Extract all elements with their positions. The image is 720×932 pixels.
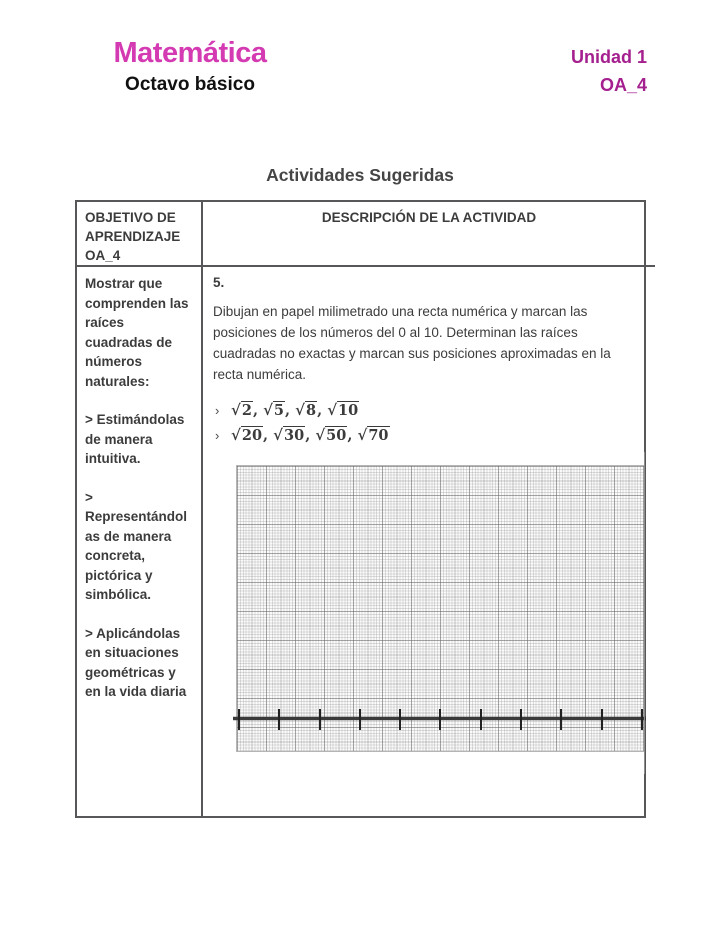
sqrt-term: [231, 427, 273, 444]
sqrt-term: [263, 402, 295, 419]
number-line-tick: [601, 709, 603, 730]
number-line-tick: [560, 709, 562, 730]
subject-title: Matemática: [113, 37, 267, 69]
radicand: 5: [273, 402, 285, 419]
objective-bullet-2: > Representándolas de manera concreta, pictórica y simbólica.: [85, 489, 188, 602]
objective-cell: [77, 267, 203, 816]
col-header-objective: OBJETIVO DE APRENDIZAJE OA_4: [77, 202, 203, 267]
radicand: 30: [284, 427, 305, 444]
header-left: [92, 38, 288, 96]
roots-list-row1: [213, 400, 645, 421]
radicand: 70: [368, 427, 389, 444]
sqrt-icon: √: [295, 401, 305, 419]
sqrt-icon: √: [327, 401, 338, 419]
sqrt-term: [295, 402, 327, 419]
radicand: 50: [326, 427, 347, 444]
radicand: 8: [305, 402, 317, 419]
number-line-tick: [278, 709, 280, 730]
chevron-bullet-icon: ›: [215, 428, 220, 443]
page-title: Actividades Sugeridas: [266, 165, 454, 185]
activity-description: Dibujan en papel milimetrado una recta numérica y marcan las posiciones de los números del 0 al 10. Determinan las raíces cuadradas no exactas y marcan sus posiciones aproximadas en la recta numérica.: [213, 304, 611, 382]
graph-paper-figure: [236, 465, 645, 752]
sqrt-term: [357, 427, 389, 444]
number-line-tick: [480, 709, 482, 730]
objective-bullet-1: > Estimándolas de manera intuitiva.: [85, 412, 185, 466]
number-line-tick: [319, 709, 321, 730]
activity-number: 5.: [213, 275, 225, 290]
sqrt-icon: √: [273, 426, 284, 444]
number-line-ticks: [238, 709, 643, 730]
number-line-tick: [359, 709, 361, 730]
number-line-tick: [399, 709, 401, 730]
sqrt-term: [315, 427, 357, 444]
number-line-tick: [641, 709, 643, 730]
sqrt-term: [231, 402, 263, 419]
sqrt-icon: √: [231, 401, 241, 419]
radicand: 2: [241, 402, 252, 419]
activity-cell: [203, 267, 655, 816]
sqrt-icon: √: [231, 426, 241, 444]
header-right: [571, 48, 647, 96]
figure-right-edge-line: [644, 452, 645, 774]
radicand: 10: [338, 402, 359, 419]
grade-subtitle: Octavo básico: [125, 73, 255, 95]
sqrt-icon: √: [315, 426, 326, 444]
number-line-tick: [439, 709, 441, 730]
roots-row1-values: [231, 400, 359, 421]
col-header-description: DESCRIPCIÓN DE LA ACTIVIDAD: [203, 202, 655, 267]
oa-label: OA_4: [599, 74, 647, 95]
unit-label: Unidad 1: [570, 47, 647, 67]
number-line-tick: [238, 709, 240, 730]
sqrt-icon: √: [263, 401, 273, 419]
chevron-bullet-icon: ›: [215, 403, 220, 418]
number-line-tick: [520, 709, 522, 730]
objective-intro: Mostrar que comprenden las raíces cuadradas de números naturales:: [85, 276, 189, 389]
sqrt-term: [273, 427, 315, 444]
activity-table: [75, 200, 646, 818]
sqrt-term: [327, 402, 359, 419]
roots-row2-values: [231, 425, 390, 446]
objective-bullet-3: > Aplicándolas en situaciones geométricas y en la vida diaria: [85, 625, 187, 699]
radicand: 20: [241, 427, 263, 444]
sqrt-icon: √: [357, 426, 368, 444]
roots-list-row2: [213, 425, 645, 446]
